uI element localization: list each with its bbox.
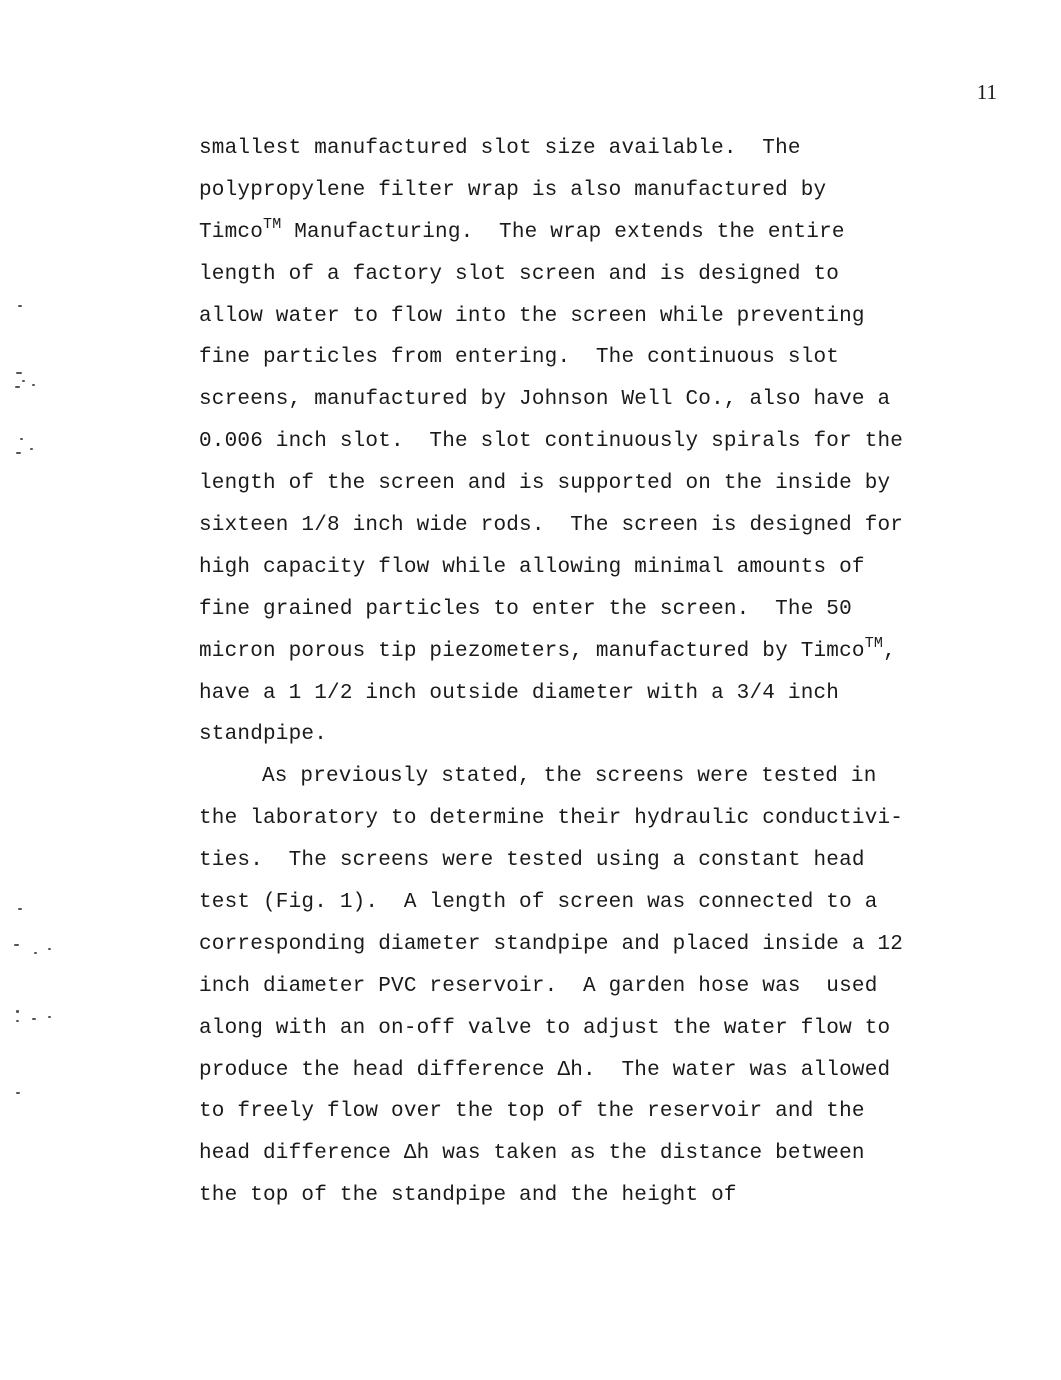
text-line: sixteen 1/8 inch wide rods. The screen is designed for: [199, 514, 904, 538]
text-line: micron porous tip piezometers, manufactured by Timco™,: [199, 634, 896, 663]
scan-speck: [48, 1016, 51, 1018]
paragraph-start-line: As previously stated, the screens were tested in: [262, 765, 877, 789]
trademark-superscript: TM: [864, 634, 884, 652]
scan-speck: [16, 1020, 19, 1022]
text-line: the top of the standpipe and the height of: [199, 1184, 737, 1208]
scan-speck: [30, 448, 33, 450]
text-line: allow water to flow into the screen while preventing: [199, 304, 865, 328]
text-line: test (Fig. 1). A length of screen was connected to a: [199, 891, 878, 915]
scan-speck: [34, 952, 37, 954]
scan-speck: [20, 438, 23, 440]
scan-speck: [18, 908, 22, 910]
text-line: ties. The screens were tested using a constant head: [199, 849, 865, 873]
text-line: length of the screen and is supported on the inside by: [199, 472, 891, 496]
scan-artifacts: [10, 280, 70, 1140]
trademark-superscript: TM: [263, 215, 282, 233]
text-line: produce the head difference Δh. The water was allowed: [199, 1058, 891, 1082]
page-number: 11: [976, 80, 997, 104]
scan-speck: [15, 386, 20, 388]
text-line: have a 1 1/2 inch outside diameter with a 3/4 inch: [199, 681, 840, 705]
text-line: fine grained particles to enter the screen. The 50: [199, 597, 852, 621]
text-line: the laboratory to determine their hydraulic conductivi-: [199, 807, 904, 831]
text-line: 0.006 inch slot. The slot continuously spirals for the: [199, 430, 904, 454]
text-line: polypropylene filter wrap is also manufactured by: [199, 178, 827, 202]
text-line: head difference Δh was taken as the distance between: [199, 1142, 865, 1166]
text-line: high capacity flow while allowing minimal amounts of: [199, 555, 865, 579]
scan-speck: [22, 380, 25, 382]
body-text: [199, 134, 919, 1223]
text-line: corresponding diameter standpipe and placed inside a 12: [199, 932, 904, 956]
scan-speck: [16, 372, 22, 374]
text-line: smallest manufactured slot size available. The: [199, 137, 801, 160]
scan-speck: [32, 384, 35, 386]
text-line: standpipe.: [199, 723, 328, 747]
text-line: length of a factory slot screen and is designed to: [199, 262, 840, 286]
text-line: inch diameter PVC reservoir. A garden hose was used: [199, 974, 878, 998]
text-line: fine particles from entering. The continuous slot: [199, 346, 840, 370]
scan-speck: [48, 948, 51, 950]
text-line: screens, manufactured by Johnson Well Co., also have a: [199, 388, 891, 412]
scan-speck: [16, 1092, 20, 1094]
scan-speck: [32, 1018, 36, 1020]
text-line: Timco™ Manufacturing. The wrap extends the entire: [199, 215, 845, 244]
scan-speck: [14, 944, 19, 946]
scan-speck: [16, 452, 21, 454]
scan-speck: [16, 1010, 19, 1013]
scan-speck: [18, 305, 22, 307]
text-line: along with an on-off valve to adjust the water flow to: [199, 1016, 891, 1040]
text-line: to freely flow over the top of the reservoir and the: [199, 1100, 865, 1124]
